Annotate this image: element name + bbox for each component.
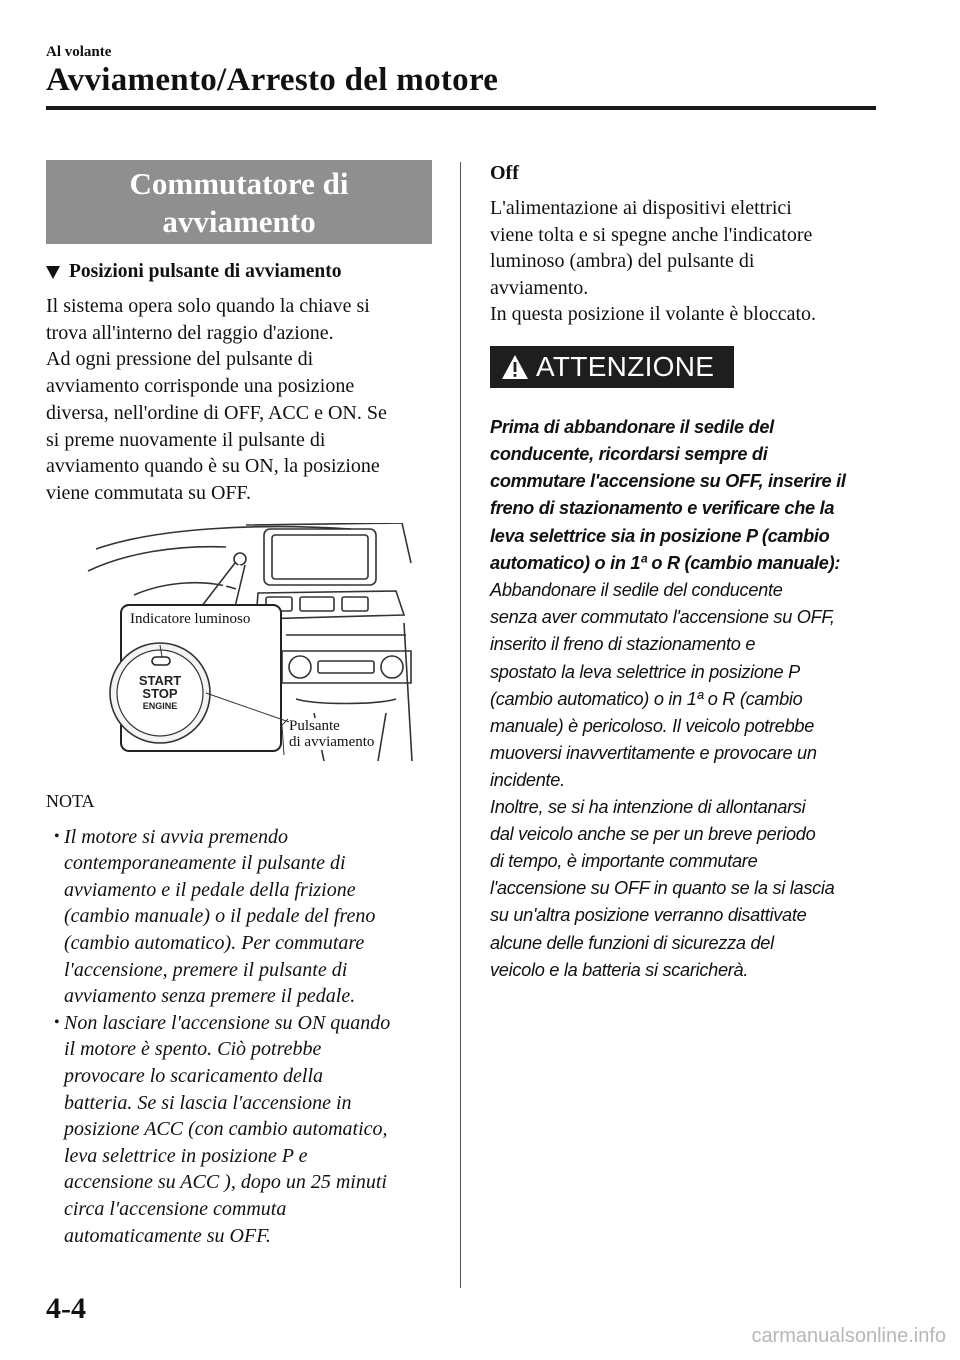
start-button-label	[289, 718, 374, 750]
text-line: automatico) o in 1ª o R (cambio manuale):	[490, 552, 841, 573]
off-description	[490, 195, 890, 328]
text-line: diversa, nell'ordine di OFF, ACC e ON. Se	[46, 401, 387, 424]
text-line: batteria. Se si lascia l'accensione in	[64, 1091, 352, 1114]
text-line: conducente, ricordarsi sempre di	[490, 443, 768, 464]
text-line: l'accensione, premere il pulsante di	[64, 958, 348, 981]
button-text-engine: ENGINE	[142, 700, 178, 711]
triangle-down-icon	[46, 266, 60, 279]
subheading	[46, 261, 432, 283]
text-line: Il sistema opera solo quando la chiave si	[46, 295, 370, 317]
text-line: veicolo e la batteria si scaricherà.	[490, 959, 749, 980]
button-text-start: START	[138, 672, 182, 688]
warning-triangle-icon	[500, 353, 530, 381]
bullet-icon: •	[54, 1013, 60, 1031]
page-title: Avviamento/Arresto del motore	[46, 62, 499, 98]
text-line: accensione su ACC ), dopo un 25 minuti	[64, 1171, 387, 1194]
text-line: senza aver commutato l'accensione su OFF,	[490, 607, 835, 628]
list-item	[46, 1010, 432, 1249]
note-list	[46, 824, 432, 1250]
text-line: (cambio automatico) o in 1ª o R (cambio	[490, 688, 803, 709]
text-line: Prima di abbandonare il sedile del	[490, 416, 774, 437]
page-number: 4-4	[46, 1292, 86, 1325]
text-line: si preme nuovamente il pulsante di	[46, 428, 326, 451]
text-line: inserito il freno di stazionamento e	[490, 634, 756, 655]
text-line: Non lasciare l'accensione su ON quando	[64, 1011, 391, 1034]
text-line: avviamento corrisponde una posizione	[46, 375, 355, 398]
warning-label: ATTENZIONE	[536, 350, 715, 382]
text-line: posizione ACC (con cambio automatico,	[64, 1118, 388, 1141]
text-line: trova all'interno del raggio d'azione.	[46, 321, 334, 344]
text-line: L'alimentazione ai dispositivi elettrici	[490, 197, 792, 219]
note-title: NOTA	[46, 790, 95, 811]
text-line: circa l'accensione commuta	[64, 1197, 287, 1220]
text-line: provocare lo scaricamento della	[64, 1064, 324, 1087]
right-column	[490, 160, 890, 984]
text-line: leva selettrice sia in posizione P (cambio	[490, 525, 830, 546]
text-line: l'accensione su OFF in quanto se la si lascia	[490, 878, 835, 899]
text-line: automaticamente su OFF.	[64, 1224, 271, 1247]
text-line: leva selettrice in posizione P e	[64, 1144, 308, 1167]
list-item	[46, 824, 432, 1010]
running-section: Al volante	[46, 44, 112, 60]
text-line: luminoso (ambra) del pulsante di	[490, 250, 755, 272]
intro-paragraph	[46, 293, 432, 507]
text-line: viene tolta e si spegne anche l'indicatore	[490, 223, 813, 246]
header-rule	[46, 106, 876, 110]
start-button-label-line2: di avviamento	[289, 733, 375, 750]
text-line: avviamento senza premere il pedale.	[64, 985, 356, 1008]
subheading-text: Posizioni pulsante di avviamento	[69, 261, 342, 282]
text-line: di tempo, è importante commutare	[490, 851, 758, 872]
dashboard-illustration	[86, 523, 416, 761]
text-line: dal veicolo anche se per un breve periodo	[490, 824, 816, 845]
watermark: carmanualsonline.info	[751, 1325, 946, 1347]
text-line: Il motore si avvia premendo	[64, 825, 289, 848]
section-title-box	[46, 160, 432, 244]
text-line: contemporaneamente il pulsante di	[64, 852, 346, 875]
text-line: alcune delle funzioni di sicurezza del	[490, 932, 774, 953]
warning-banner	[490, 346, 734, 388]
section-title-line1: Commutatore di	[129, 166, 349, 201]
text-line: freno di stazionamento e verificare che la	[490, 498, 835, 519]
text-line: Inoltre, se si ha intenzione di allontanarsi	[490, 797, 806, 818]
left-column	[46, 160, 432, 1249]
text-line: Abbandonare il sedile del conducente	[490, 580, 783, 601]
text-line: il motore è spento. Ciò potrebbe	[64, 1038, 322, 1061]
text-line: avviamento.	[490, 276, 589, 299]
bullet-icon: •	[54, 827, 60, 845]
text-line: spostato la leva selettrice in posizione P	[490, 661, 800, 682]
start-button-label-line1: Pulsante	[289, 717, 340, 734]
text-line: viene commutata su OFF.	[46, 481, 252, 504]
text-line: (cambio manuale) o il pedale del freno	[64, 905, 376, 928]
text-line: su un'altra posizione verranno disattivate	[490, 905, 807, 926]
text-line: Ad ogni pressione del pulsante di	[46, 348, 314, 371]
warning-text	[490, 577, 890, 983]
text-line: avviamento quando è su ON, la posizione	[46, 455, 380, 478]
text-line: avviamento e il pedale della frizione	[64, 878, 356, 901]
text-line: In questa posizione il volante è bloccato.	[490, 303, 817, 325]
text-line: manuale) è pericoloso. Il veicolo potrebbe	[490, 715, 815, 736]
warning-bold-text	[490, 414, 890, 578]
section-title-line2: avviamento	[162, 204, 316, 239]
button-text-stop: STOP	[142, 685, 178, 701]
indicator-light-label: Indicatore luminoso	[130, 610, 251, 627]
off-heading: Off	[490, 162, 519, 184]
text-line: commutare l'accensione su OFF, inserire il	[490, 471, 846, 492]
text-line: (cambio automatico). Per commutare	[64, 932, 365, 954]
text-line: incidente.	[490, 769, 565, 790]
text-line: muoversi inavvertitamente e provocare un	[490, 742, 817, 763]
column-divider	[460, 162, 461, 1288]
